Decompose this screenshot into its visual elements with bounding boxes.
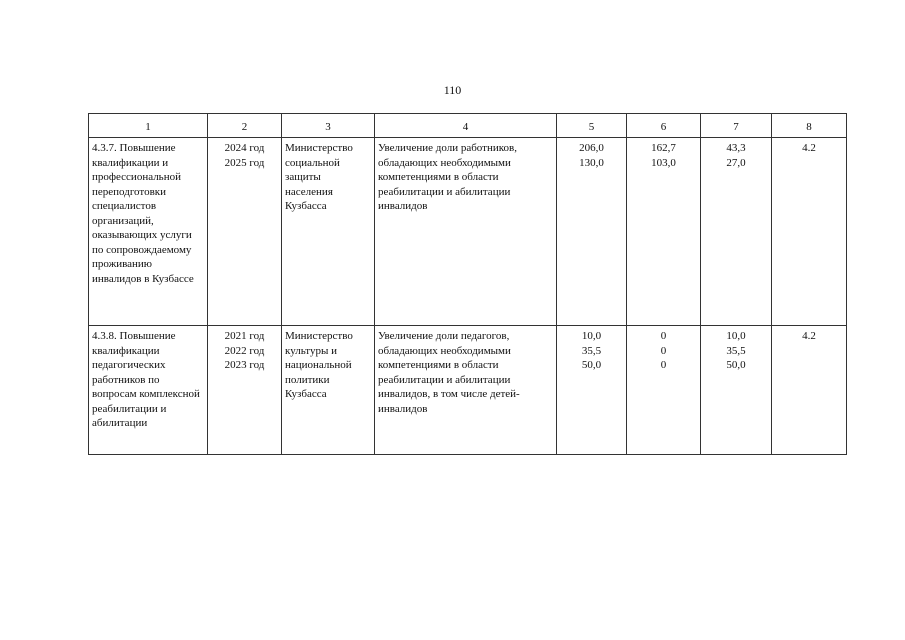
header-cell-5: 5 [557, 114, 627, 138]
col5-value: 50,0 [581, 359, 602, 371]
col5-cell [557, 138, 627, 326]
header-cell-2: 2 [208, 114, 282, 138]
col8-cell: 4.2 [772, 326, 847, 455]
col8-cell: 4.2 [772, 138, 847, 326]
col5-value: 35,5 [581, 344, 602, 357]
col6-cell [627, 326, 701, 455]
table-header-row [89, 114, 847, 138]
table-row [89, 326, 847, 455]
col5-cell [557, 326, 627, 455]
header-cell-7: 7 [701, 114, 772, 138]
col7-value: 27,0 [726, 156, 746, 169]
page-number: 110 [443, 83, 462, 97]
col6-value: 0 [660, 359, 667, 371]
col7-value: 50,0 [726, 359, 746, 371]
program-measures-table [88, 113, 847, 455]
col7-value: 43,3 [726, 142, 746, 154]
year-value: 2021 год [224, 330, 265, 342]
col5-value: 130,0 [579, 156, 604, 169]
year-value: 2024 год [224, 142, 265, 154]
col6-value: 0 [660, 344, 667, 357]
header-cell-6: 6 [627, 114, 701, 138]
year-value: 2025 год [224, 156, 265, 169]
executor-cell: Министерство социальной защиты населения Кузбасса [282, 138, 375, 326]
years-cell [208, 326, 282, 455]
col6-cell [627, 138, 701, 326]
table-row [89, 138, 847, 326]
col6-value: 0 [660, 330, 667, 342]
col5-value: 206,0 [579, 142, 604, 154]
col5-value: 10,0 [581, 330, 602, 342]
years-cell [208, 138, 282, 326]
measure-cell: 4.3.7. Повышение квалификации и профессиональной переподготовки специалистов организаций, оказывающих услуги по сопровождаемому проживанию инвалидов в Кузбассе [89, 138, 208, 326]
year-value: 2022 год [224, 344, 265, 357]
measure-cell: 4.3.8. Повышение квалификации педагогических работников по вопросам комплексной реабилитации и абилитации [89, 326, 208, 455]
header-cell-4: 4 [375, 114, 557, 138]
col7-cell [701, 326, 772, 455]
col7-value: 35,5 [726, 344, 746, 357]
result-cell: Увеличение доли работников, обладающих необходимыми компетенциями в области реабилитации и абилитации инвалидов [375, 138, 557, 326]
result-cell: Увеличение доли педагогов, обладающих необходимыми компетенциями в области реабилитации и абилитации инвалидов, в том числе детей-инвалидов [375, 326, 557, 455]
year-value: 2023 год [224, 359, 265, 371]
col7-value: 10,0 [726, 330, 746, 342]
executor-cell: Министерство культуры и национальной политики Кузбасса [282, 326, 375, 455]
header-cell-8: 8 [772, 114, 847, 138]
col7-cell [701, 138, 772, 326]
header-cell-3: 3 [282, 114, 375, 138]
col6-value: 162,7 [651, 142, 676, 154]
header-cell-1: 1 [89, 114, 208, 138]
col6-value: 103,0 [651, 156, 676, 169]
